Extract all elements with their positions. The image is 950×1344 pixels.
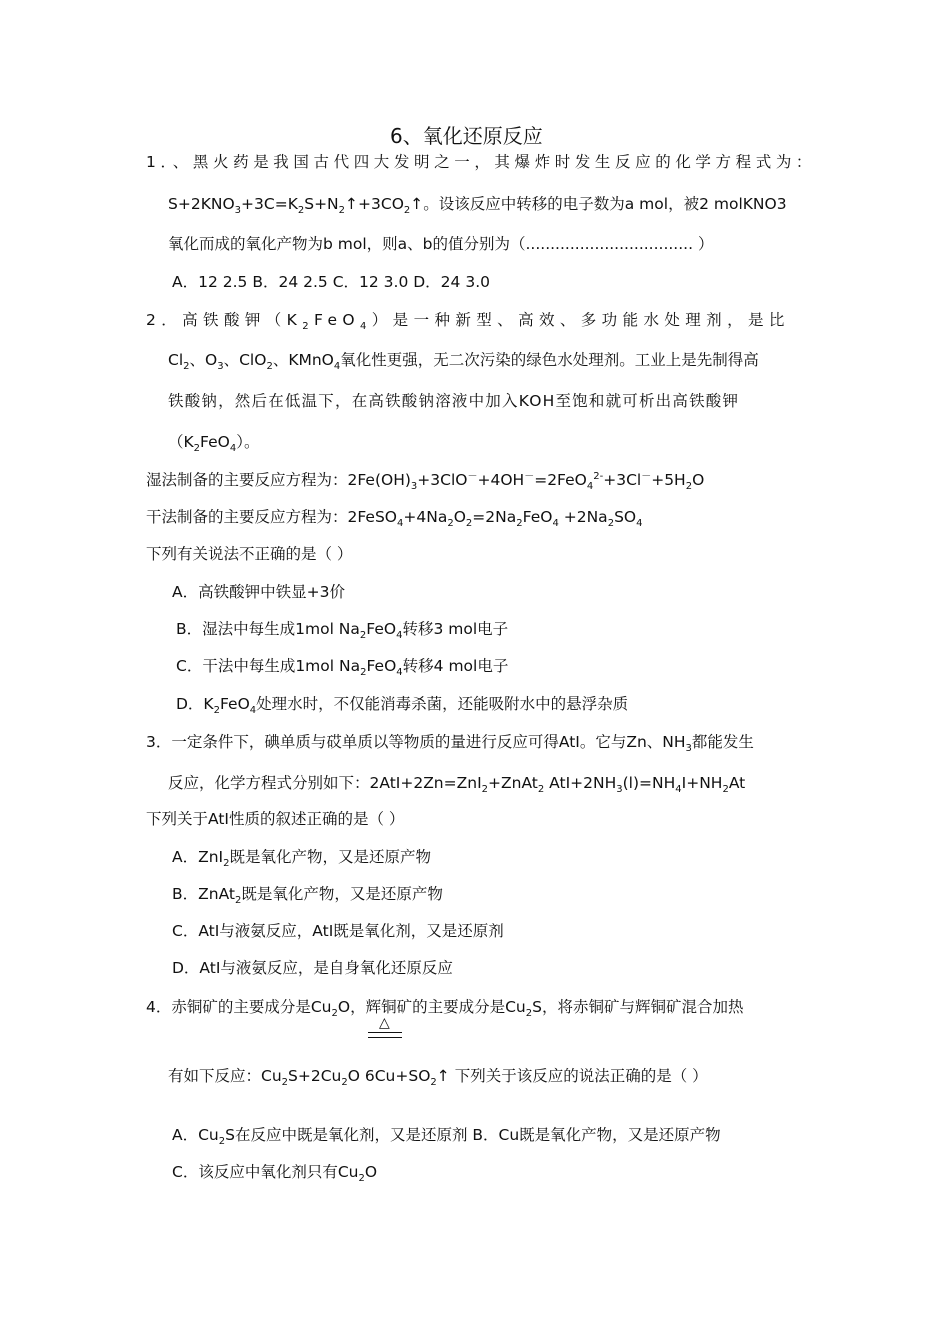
- q3-question: 下列关于AtI性质的叙述正确的是（ ）: [146, 810, 405, 828]
- q2-stem-line1: 2．高铁酸钾$(K_2FeO_4)$是一种新型、高效、多功能水处理剂，是比: [146, 311, 790, 333]
- q4-options-ab: A．$Cu_2S$在反应中既是氧化剂，又是还原剂 B．Cu既是氧化产物，又是还原产物: [172, 1126, 721, 1148]
- q2-dry-method: 干法制备的主要反应方程为：$2FeSO_4+4Na_2O_2=2Na_2FeO_4 +2Na_2SO_4$: [146, 508, 643, 530]
- q2-wet-method: 湿法制备的主要反应方程为：$2Fe(OH)_3+3ClO^-+4OH^-=2FeO_4^{2-}+3Cl^-+5H_2O$: [146, 470, 705, 493]
- heating-condition-mark: [368, 1016, 404, 1042]
- q2-stem-line4: $(K_2FeO_4)$。: [168, 433, 260, 455]
- q2-option-c: C．干法中每生成1mol $Na_2FeO_4$转移4 mol电子: [176, 657, 509, 679]
- equals-line-bottom: [368, 1037, 402, 1038]
- page-title: 6、氧化还原反应: [390, 124, 543, 148]
- q1-stem-line3: 氧化而成的氧化产物为b mol，则a、b的值分别为（.................................. ）: [168, 235, 714, 253]
- q4-stem-line1: 4．赤铜矿的主要成分是$Cu_2O$，辉铜矿的主要成分是$Cu_2S$，将赤铜矿与辉铜矿混合加热: [146, 998, 744, 1020]
- q2-question: 下列有关说法不正确的是（ ）: [146, 545, 353, 563]
- q2-stem-line3: 铁酸钠，然后在低温下，在高铁酸钠溶液中加入KOH至饱和就可析出高铁酸钾: [168, 392, 740, 410]
- q3-option-a: A．ZnI$_2$既是氧化产物，又是还原产物: [172, 848, 432, 870]
- q3-option-b: B．ZnAt$_2$既是氧化产物，又是还原产物: [172, 885, 443, 907]
- q3-option-d: D．AtI与液氨反应，是自身氧化还原反应: [172, 959, 453, 977]
- q2-stem-line2: $Cl_2$、$O_3$、ClO$_2$、KMnO$_4$氧化性更强，无二次污染的绿色水处理剂。工业上是先制得高: [168, 351, 759, 373]
- q3-stem-line1: 3．一定条件下，碘单质与砹单质以等物质的量进行反应可得AtI。它与Zn、$NH_3$都能发生: [146, 733, 754, 755]
- q2-option-d: D．$K_2FeO_4$处理水时，不仅能消毒杀菌，还能吸附水中的悬浮杂质: [176, 695, 629, 717]
- q4-option-c: C．该反应中氧化剂只有$Cu_2O$: [172, 1163, 378, 1185]
- q3-option-c: C．AtI与液氨反应，AtI既是氧化剂，又是还原剂: [172, 922, 504, 940]
- delta-symbol: △: [379, 1015, 390, 1031]
- q4-reaction-line: 有如下反应：$Cu_2S+2Cu_2O$ $6Cu+SO_2↑$ 下列关于该反应的说法正确的是（ ）: [168, 1067, 708, 1089]
- equals-line-top: [368, 1032, 402, 1033]
- q3-equations: 反应，化学方程式分别如下：2AtI+2Zn=ZnI$_2$+ZnAt$_2$ $AtI+2NH_3(l)=NH_4I+NH_2At$: [168, 774, 746, 796]
- q2-option-b: B．湿法中每生成1mol $Na_2FeO_4$转移3 mol电子: [176, 620, 509, 642]
- q1-stem-line1: 1．、黑火药是我国古代四大发明之一，其爆炸时发生反应的化学方程式为：: [146, 153, 817, 171]
- q1-equation-line: $S+2KNO_3+3C=K_2S+N_2↑+3CO_2↑$。设该反应中转移的电子数为a mol，被2 molKNO3: [168, 195, 787, 217]
- q2-option-a: A．高铁酸钾中铁显+3价: [172, 583, 345, 601]
- q1-options: A．12 2.5 B．24 2.5 C．12 3.0 D．24 3.0: [172, 273, 490, 291]
